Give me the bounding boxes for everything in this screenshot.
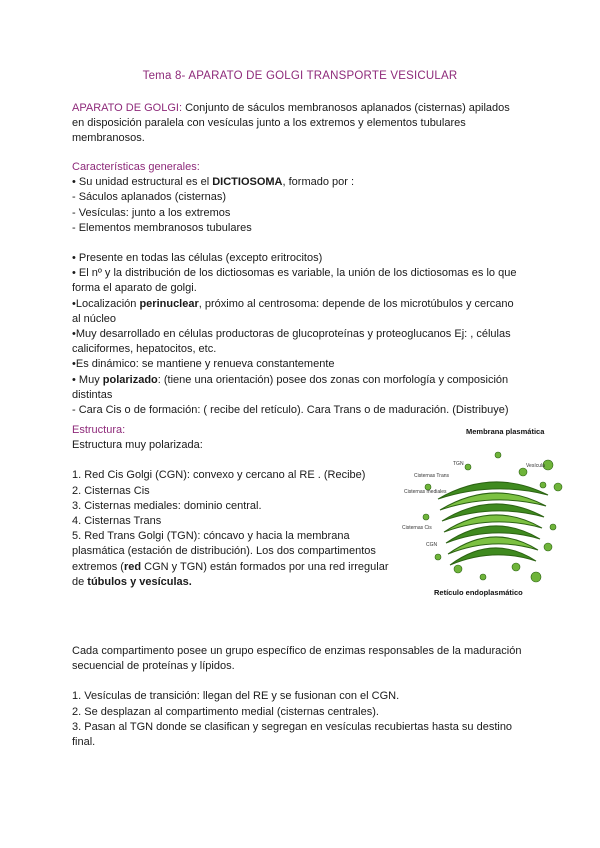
vesicle: [540, 482, 546, 488]
estr-line-9: [72, 575, 372, 590]
vesicle: [495, 452, 501, 458]
vesicle: [454, 565, 462, 573]
vesicle: [480, 574, 486, 580]
carac-line-15: - Cara Cis o de formación: ( recibe del retículo). Cara Trans o de maduración. (Distribuye): [72, 404, 509, 417]
carac-l8-post: , próximo al centrosoma: depende de los microtúbulos y cercano: [198, 297, 514, 310]
label-cisternas-cis: Cisternas Cis: [402, 525, 432, 531]
estr-line-2: 1. Red Cis Golgi (CGN): convexo y cercano al RE . (Recibe): [72, 469, 366, 482]
vesicle: [544, 543, 552, 551]
label-cisternas-trans: Cisternas Trans: [414, 473, 450, 479]
carac-line-9: al núcleo: [72, 312, 117, 325]
vesicle: [465, 464, 471, 470]
carac-line-2: - Sáculos aplanados (cisternas): [72, 191, 227, 204]
spacer: [72, 674, 502, 689]
vesicle: [550, 524, 556, 530]
spacer: [72, 236, 527, 251]
estr-l9-pre: de: [72, 575, 88, 588]
intro-line-1-rest: Conjunto de sáculos membranosos aplanados (cisternas) apilados: [182, 102, 510, 114]
bottom-line-1: Cada compartimento posee un grupo específico de enzimas responsables de la maduración: [72, 645, 522, 657]
estructura-heading: Estructura:: [72, 424, 126, 436]
caracteristicas-heading: Características generales:: [72, 161, 200, 173]
estr-line-8: [72, 560, 389, 575]
vesicle: [423, 514, 429, 520]
label-tgn: TGN: [453, 461, 464, 467]
caracteristicas-section: [72, 160, 527, 418]
estr-l9-bold: túbulos y vesículas.: [87, 575, 192, 588]
estr-line-3: 2. Cisternas Cis: [72, 484, 150, 497]
carac-line-5: • Presente en todas las células (excepto eritrocitos): [72, 252, 323, 265]
figure-top-label: Membrana plasmática: [466, 427, 545, 436]
carac-line-1: [72, 175, 527, 190]
carac-line-6: • El nº y la distribución de los dictiosomas es variable, la unión de los dictiosomas es lo que: [72, 267, 517, 280]
label-vesicula: Vesícula: [526, 463, 545, 469]
carac-line-13: [72, 373, 527, 388]
estr-line-6: 5. Red Trans Golgi (TGN): cóncavo y hacia la membrana: [72, 530, 350, 543]
carac-l8-bold: perinuclear: [139, 297, 199, 310]
carac-line-12: •Es dinámico: se mantiene y renueva constantemente: [72, 358, 335, 371]
label-cisternas-mediales: Cisternas mediales: [404, 489, 447, 495]
bottom-section: [72, 644, 522, 750]
bottom-line-2: secuencial de proteínas y lípidos.: [72, 660, 235, 673]
carac-l13-post: : (tiene una orientación) posee dos zonas con morfología y composición: [157, 373, 509, 386]
bottom-line-5: 3. Pasan al TGN donde se clasifican y segregan en vesículas recubiertas hasta su destino: [72, 720, 513, 733]
estructura-section: [72, 423, 389, 590]
label-cgn: CGN: [426, 542, 438, 548]
carac-l13-pre: • Muy: [72, 373, 103, 386]
carac-line-10: •Muy desarrollado en células productoras de glucoproteínas y proteoglucanos Ej: , células: [72, 328, 511, 341]
estr-line-7: plasmática (estación de distribución). Los dos compartimentos: [72, 545, 376, 558]
carac-line-7: forma el aparato de golgi.: [72, 282, 197, 295]
golgi-stack: [438, 482, 548, 565]
estr-l8-bold: red: [123, 560, 142, 573]
bottom-line-6: final.: [72, 736, 96, 749]
intro-line-2: en disposición paralela con vesículas junto a los extremos y elementos tubulares: [72, 117, 466, 130]
bottom-line-4: 2. Se desplazan al compartimento medial (cisternas centrales).: [72, 705, 379, 718]
vesicle: [531, 572, 541, 582]
bottom-line-3: 1. Vesículas de transición: llegan del RE y se fusionan con el CGN.: [72, 690, 400, 703]
page-title: Tema 8- APARATO DE GOLGI TRANSPORTE VESICULAR: [142, 70, 458, 82]
carac-l1-bold: DICTIOSOMA: [212, 176, 283, 189]
vesicle: [554, 483, 562, 491]
intro-line-3: membranosos.: [72, 132, 145, 145]
intro-paragraph: [72, 101, 510, 147]
estr-l8-pre: extremos (: [72, 560, 124, 573]
carac-line-3: - Vesículas: junto a los extremos: [72, 206, 231, 219]
golgi-figure: [398, 427, 570, 599]
carac-line-4: - Elementos membranosos tubulares: [72, 221, 252, 234]
vesicle: [512, 563, 520, 571]
figure-bottom-label: Retículo endoplasmático: [434, 588, 523, 597]
carac-l1-pre: • Su unidad estructural es el: [72, 176, 213, 189]
estr-line-5: 4. Cisternas Trans: [72, 515, 162, 528]
estr-line-1: Estructura muy polarizada:: [72, 439, 203, 452]
spacer: [72, 453, 372, 468]
vesicle: [519, 468, 527, 476]
golgi-illustration: [398, 427, 570, 599]
carac-line-8: [72, 297, 527, 312]
vesicle: [435, 554, 441, 560]
carac-l13-bold: polarizado: [102, 373, 158, 386]
estr-line-4: 3. Cisternas mediales: dominio central.: [72, 499, 262, 512]
intro-term: APARATO DE GOLGI:: [72, 102, 183, 114]
estr-l8-post: CGN y TGN) están formados por una red irregular: [141, 560, 389, 573]
carac-l1-post: , formado por :: [282, 176, 355, 189]
golgi-cisterna: [450, 548, 536, 565]
carac-line-11: caliciformes, hepatocitos, etc.: [72, 343, 217, 356]
carac-line-14: distintas: [72, 388, 113, 401]
carac-l8-pre: •Localización: [72, 297, 140, 310]
intro-line-1: [72, 101, 510, 116]
